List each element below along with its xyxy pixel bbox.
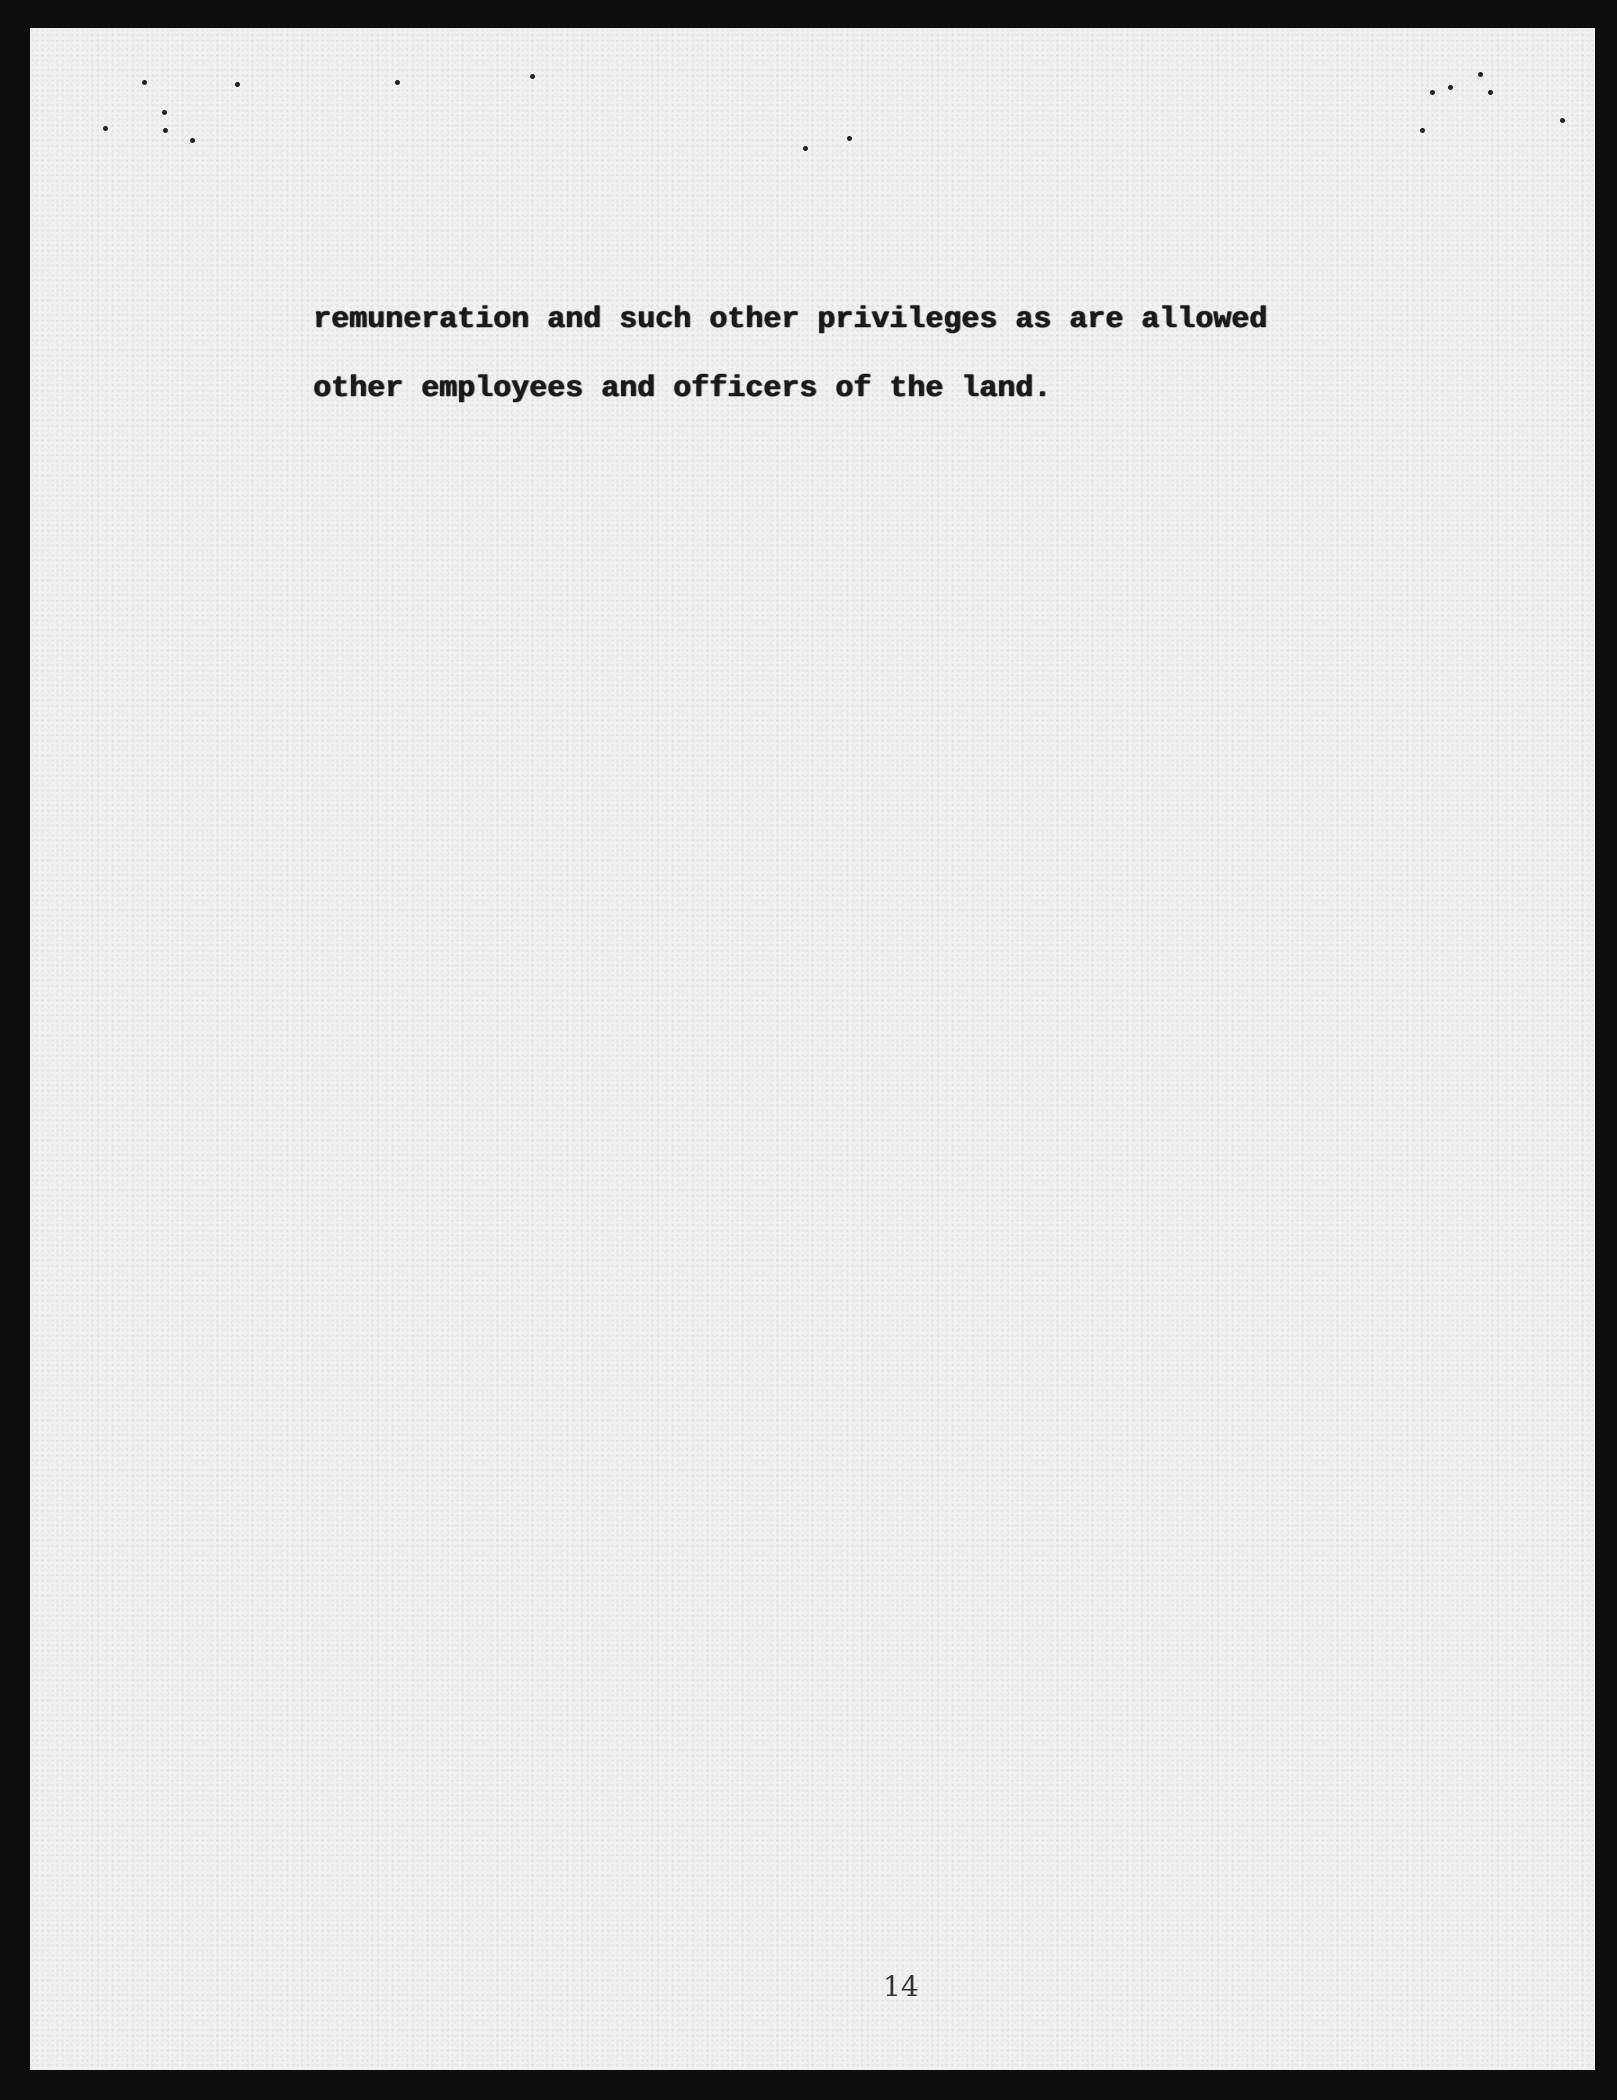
scan-speck bbox=[1430, 90, 1435, 95]
scan-speck bbox=[1478, 72, 1483, 77]
text-line: other employees and officers of the land. bbox=[313, 371, 1052, 406]
illegible-text-line bbox=[313, 699, 1483, 768]
illegible-text-line bbox=[313, 1318, 1483, 1387]
scan-speck bbox=[103, 126, 108, 131]
scan-speck bbox=[395, 80, 400, 85]
document-page bbox=[30, 28, 1595, 2070]
illegible-text-line bbox=[313, 1731, 1483, 1800]
scan-speck bbox=[1448, 85, 1453, 90]
scan-speck bbox=[142, 80, 147, 85]
illegible-text-line bbox=[313, 1387, 1483, 1456]
scan-speck bbox=[235, 82, 240, 87]
illegible-text-line bbox=[313, 2006, 1483, 2070]
illegible-text-line bbox=[313, 424, 1483, 493]
illegible-text-line bbox=[313, 1456, 1483, 1525]
page-number: 14 bbox=[883, 1970, 919, 2003]
illegible-text-line bbox=[313, 630, 1483, 699]
illegible-text-line bbox=[313, 974, 1483, 1043]
scan-speck bbox=[162, 110, 167, 115]
illegible-text-line bbox=[313, 1043, 1483, 1112]
illegible-text-line bbox=[313, 1662, 1483, 1731]
illegible-text-line bbox=[313, 1180, 1483, 1249]
scan-speck bbox=[1420, 128, 1425, 133]
scan-speck bbox=[803, 146, 808, 151]
illegible-text-line bbox=[313, 1868, 1483, 1937]
scan-speck bbox=[190, 138, 195, 143]
scan-speck bbox=[163, 128, 168, 133]
illegible-text-line bbox=[313, 561, 1483, 630]
scan-speck bbox=[1560, 118, 1565, 123]
illegible-text-line bbox=[313, 905, 1483, 974]
text-line: remuneration and such other privileges as are allowed bbox=[313, 303, 1268, 337]
illegible-text-line bbox=[313, 768, 1483, 837]
illegible-text-line bbox=[313, 836, 1483, 905]
illegible-text-line bbox=[313, 492, 1483, 561]
illegible-text-line bbox=[313, 1800, 1483, 1869]
illegible-text-line bbox=[313, 1112, 1483, 1181]
scan-speck bbox=[1488, 90, 1493, 95]
illegible-text-line bbox=[313, 1524, 1483, 1593]
scan-speck bbox=[530, 74, 535, 79]
scan-speck bbox=[847, 136, 852, 141]
illegible-text-line bbox=[313, 1249, 1483, 1318]
illegible-text-line bbox=[313, 1593, 1483, 1662]
typewritten-body bbox=[313, 286, 1483, 2070]
